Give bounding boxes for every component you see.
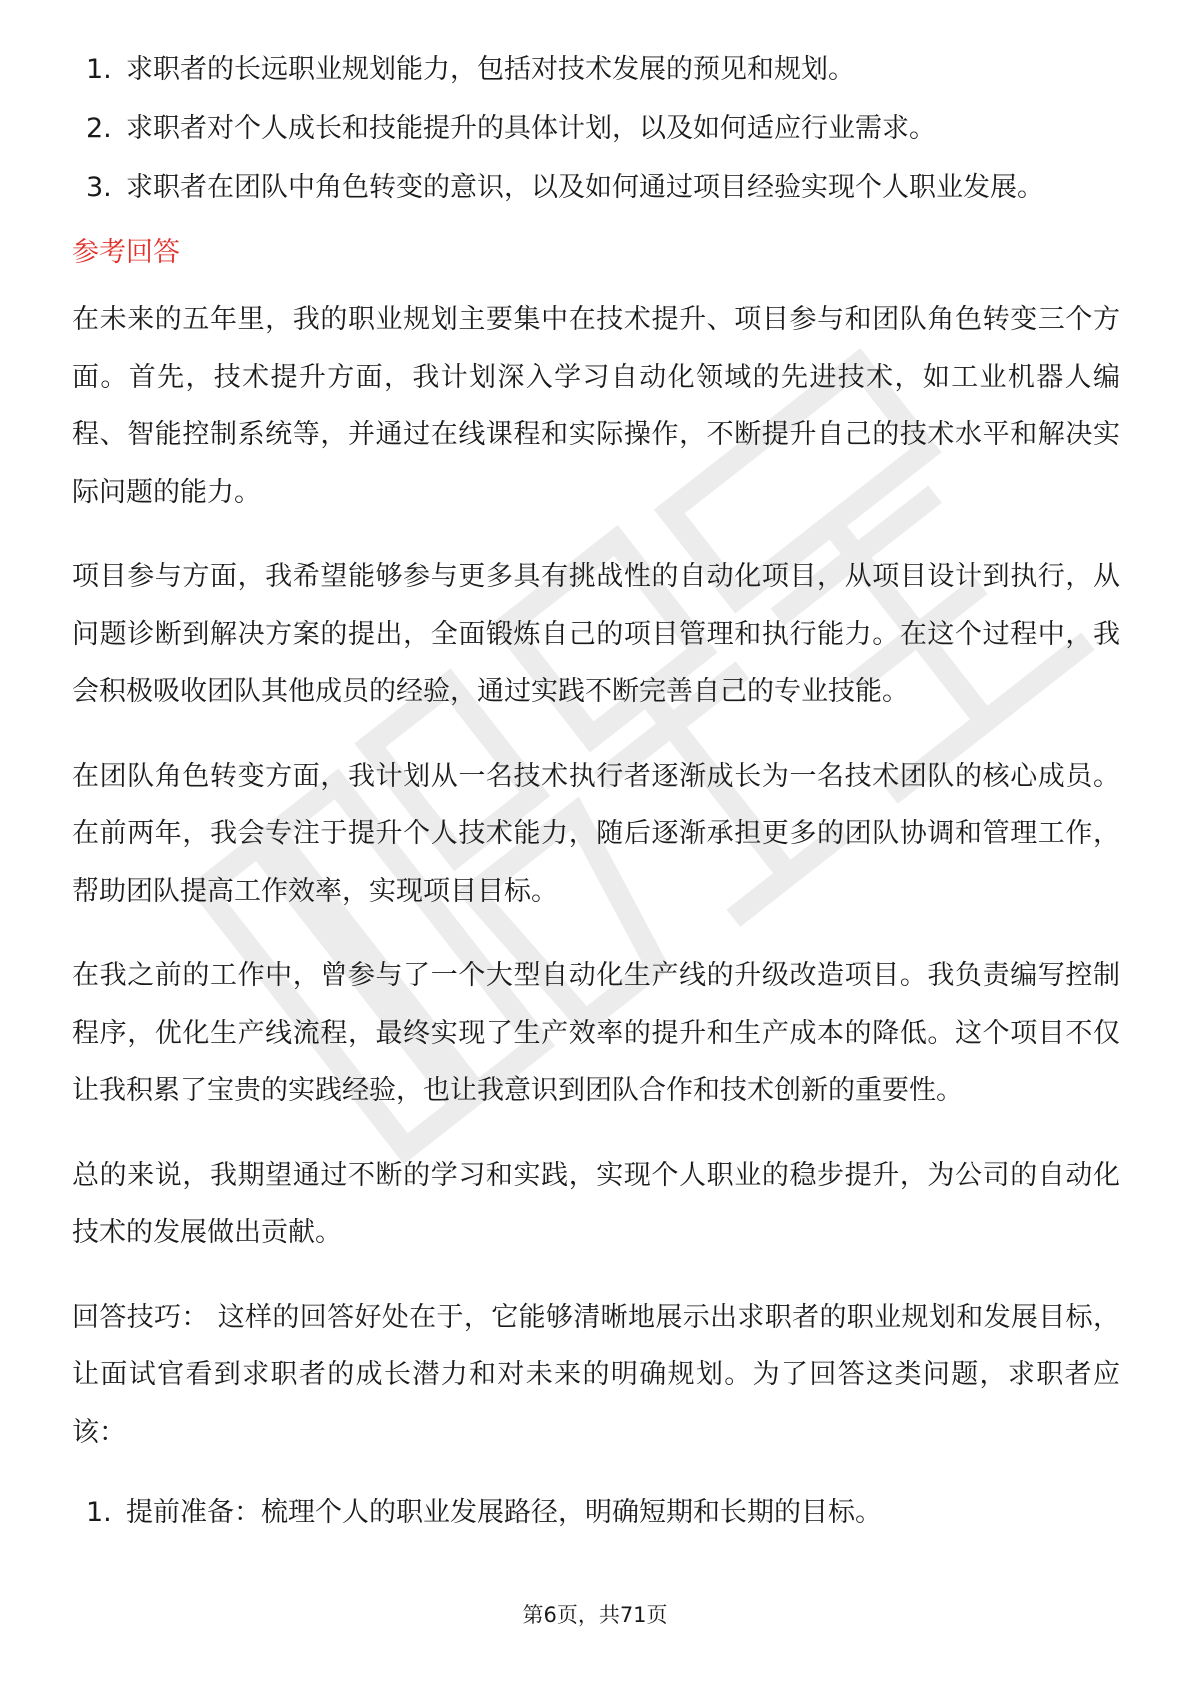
list-item: [72, 158, 1120, 217]
answer-paragraph: 项目参与方面，我希望能够参与更多具有挑战性的自动化项目，从项目设计到执行，从问题诊断到解决方案的提出，全面锻炼自己的项目管理和执行能力。在这个过程中，我会积极吸收团队其他成员的经验，通过实践不断完善自己的专业技能。: [72, 561, 1120, 707]
list-item-text: 提前准备：梳理个人的职业发展路径，明确短期和长期的目标。: [126, 1497, 882, 1528]
evaluation-points-list: [72, 40, 1120, 217]
list-item: [72, 1487, 1120, 1539]
list-item-number: 3.: [86, 172, 112, 203]
list-item-text: 求职者对个人成长和技能提升的具体计划，以及如何适应行业需求。: [126, 113, 936, 144]
list-item: [72, 99, 1120, 158]
list-item: [72, 40, 1120, 99]
page-number: 第6页，共71页: [522, 1603, 668, 1627]
list-item-text: 求职者的长远职业规划能力，包括对技术发展的预见和规划。: [126, 54, 855, 85]
answer-paragraph: 在团队角色转变方面，我计划从一名技术执行者逐渐成长为一名技术团队的核心成员。在前两年，我会专注于提升个人技术能力，随后逐渐承担更多的团队协调和管理工作，帮助团队提高工作效率，实现项目目标。: [72, 760, 1120, 907]
list-item-number: 1.: [86, 1497, 112, 1528]
list-item-number: 1.: [86, 54, 112, 85]
answer-paragraph: 在未来的五年里，我的职业规划主要集中在技术提升、项目参与和团队角色转变三个方面。首先，技术提升方面，我计划深入学习自动化领域的先进技术，如工业机器人编程、智能控制系统等，并通过在线课程和实际操作，不断提升自己的技术水平和解决实际问题的能力。: [72, 304, 1120, 508]
tips-list: [72, 1487, 1120, 1539]
list-item-text: 求职者在团队中角色转变的意识，以及如何通过项目经验实现个人职业发展。: [126, 172, 1044, 203]
tips-paragraph: 回答技巧： 这样的回答好处在于，它能够清晰地展示出求职者的职业规划和发展目标，让面试官看到求职者的成长潜力和对未来的明确规划。为了回答这类问题，求职者应该：: [72, 1301, 1120, 1448]
document-body: [72, 40, 1120, 1539]
answer-paragraph: 总的来说，我期望通过不断的学习和实践，实现个人职业的稳步提升，为公司的自动化技术的发展做出贡献。: [72, 1159, 1120, 1248]
answer-paragraph: 在我之前的工作中，曾参与了一个大型自动化生产线的升级改造项目。我负责编写控制程序，优化生产线流程，最终实现了生产效率的提升和生产成本的降低。这个项目不仅让我积累了宝贵的实践经验，也让我意识到团队合作和技术创新的重要性。: [72, 960, 1120, 1106]
section-title: 参考回答: [72, 237, 180, 268]
list-item-number: 2.: [86, 113, 112, 144]
